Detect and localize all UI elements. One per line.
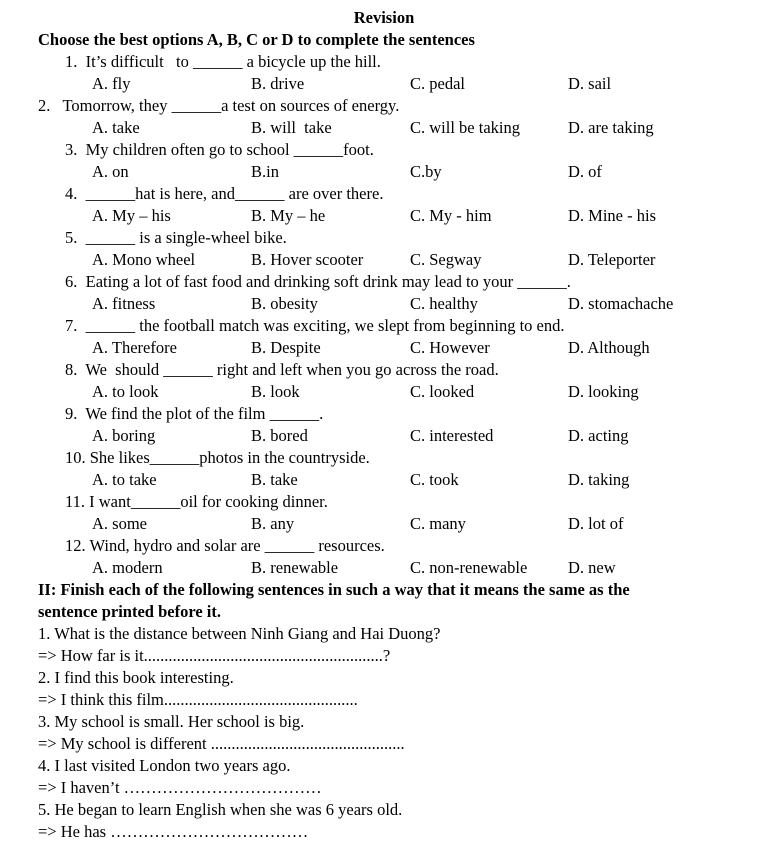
answer-option: B. drive xyxy=(251,74,305,93)
question-stem: 4. ______hat is here, and______ are over there. xyxy=(65,184,384,203)
original-sentence: 4. I last visited London two years ago. xyxy=(38,756,291,775)
answer-option: B. take xyxy=(251,470,298,489)
question-stem: 12. Wind, hydro and solar are ______ resources. xyxy=(65,536,385,555)
answer-option: B. will take xyxy=(251,118,332,137)
answer-option: C. interested xyxy=(410,426,494,445)
answer-option: C. looked xyxy=(410,382,475,401)
answer-option: D. Teleporter xyxy=(568,250,656,269)
answer-option: D. Mine - his xyxy=(568,206,656,225)
answer-option: A. fitness xyxy=(92,294,156,313)
answer-option: C. pedal xyxy=(410,74,465,93)
question-stem: 5. ______ is a single-wheel bike. xyxy=(65,228,287,247)
rewrite-line: => How far is it..........................................................? xyxy=(38,646,391,665)
question-stem: 7. ______ the football match was exciting, we slept from beginning to end. xyxy=(65,316,565,335)
answer-option: A. fly xyxy=(92,74,131,93)
question-stem: 1. It’s difficult to ______ a bicycle up the hill. xyxy=(65,52,381,71)
answer-option: D. taking xyxy=(568,470,630,489)
answer-option: D. new xyxy=(568,558,616,577)
question-stem: 9. We find the plot of the film ______. xyxy=(65,404,324,423)
rewrite-line: => He has ……………………………… xyxy=(38,822,309,841)
answer-option: B. renewable xyxy=(251,558,339,577)
page-title: Revision xyxy=(353,8,415,27)
original-sentence: 3. My school is small. Her school is big. xyxy=(38,712,305,731)
rewrite-line: => My school is different ............................................... xyxy=(38,734,405,753)
answer-option: A. modern xyxy=(92,558,163,577)
answer-option: A. to look xyxy=(92,382,159,401)
answer-option: C. many xyxy=(410,514,466,533)
answer-option: B. any xyxy=(251,514,295,533)
answer-option: C. will be taking xyxy=(410,118,520,137)
answer-option: C. Segway xyxy=(410,250,482,269)
answer-option: C.by xyxy=(410,162,442,181)
answer-option: A. My – his xyxy=(92,206,171,225)
answer-option: C. My - him xyxy=(410,206,492,225)
answer-option: B. obesity xyxy=(251,294,318,313)
question-stem: 6. Eating a lot of fast food and drinking soft drink may lead to your ______. xyxy=(65,272,571,291)
question-stem: 2. Tomorrow, they ______a test on sources of energy. xyxy=(38,96,400,115)
answer-option: D. Although xyxy=(568,338,650,357)
answer-option: B. bored xyxy=(251,426,308,445)
answer-option: A. some xyxy=(92,514,147,533)
answer-option: A. Therefore xyxy=(92,338,177,357)
answer-option: D. acting xyxy=(568,426,629,445)
question-stem: 8. We should ______ right and left when you go across the road. xyxy=(65,360,499,379)
question-stem: 3. My children often go to school ______foot. xyxy=(65,140,374,159)
answer-option: D. of xyxy=(568,162,602,181)
answer-option: D. stomachache xyxy=(568,294,674,313)
answer-option: B. My – he xyxy=(251,206,326,225)
part2-heading-line2: sentence printed before it. xyxy=(38,602,221,621)
answer-option: D. sail xyxy=(568,74,612,93)
answer-option: D. lot of xyxy=(568,514,624,533)
answer-option: C. However xyxy=(410,338,490,357)
part1-heading: Choose the best options A, B, C or D to complete the sentences xyxy=(38,30,475,49)
answer-option: B.in xyxy=(251,162,279,181)
answer-option: D. are taking xyxy=(568,118,654,137)
question-stem: 10. She likes______photos in the countryside. xyxy=(65,448,370,467)
rewrite-line: => I think this film............................................... xyxy=(38,690,358,709)
answer-option: C. took xyxy=(410,470,459,489)
original-sentence: 1. What is the distance between Ninh Giang and Hai Duong? xyxy=(38,624,441,643)
question-stem: 11. I want______oil for cooking dinner. xyxy=(65,492,328,511)
answer-option: B. Despite xyxy=(251,338,321,357)
answer-option: A. boring xyxy=(92,426,156,445)
answer-option: B. look xyxy=(251,382,300,401)
answer-option: A. Mono wheel xyxy=(92,250,196,269)
answer-option: C. non-renewable xyxy=(410,558,528,577)
answer-option: B. Hover scooter xyxy=(251,250,364,269)
part2-heading-line1: II: Finish each of the following sentences in such a way that it means the same as the xyxy=(38,580,630,599)
answer-option: A. on xyxy=(92,162,129,181)
answer-option: A. to take xyxy=(92,470,157,489)
answer-option: D. looking xyxy=(568,382,639,401)
rewrite-line: => I haven’t ……………………………… xyxy=(38,778,322,797)
answer-option: A. take xyxy=(92,118,140,137)
answer-option: C. healthy xyxy=(410,294,478,313)
original-sentence: 2. I find this book interesting. xyxy=(38,668,234,687)
original-sentence: 5. He began to learn English when she was 6 years old. xyxy=(38,800,403,819)
